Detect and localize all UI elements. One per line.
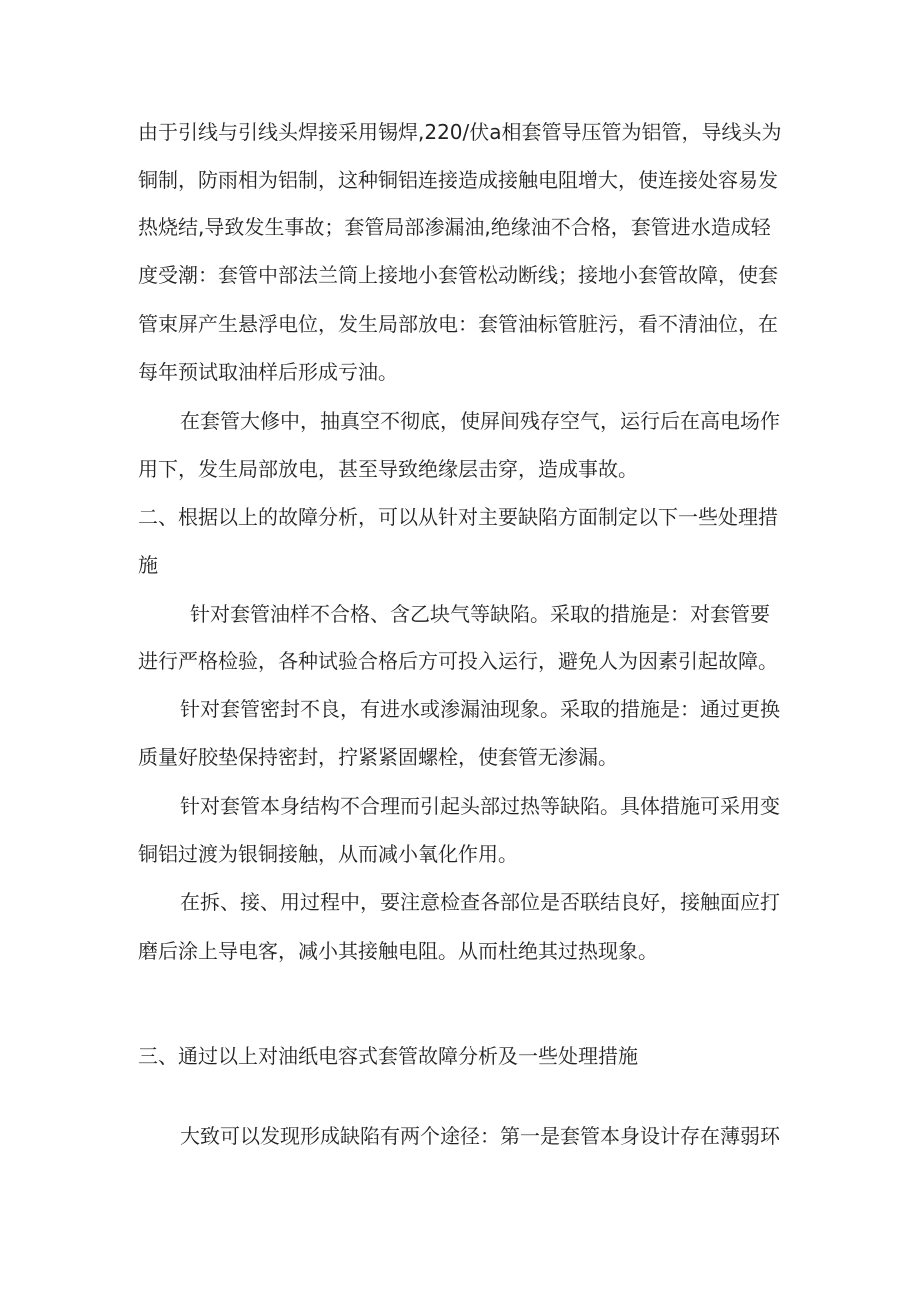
text-line: 进行严格检验，各种试验合格后方可投入运行，避免人为因素引起故障。 (138, 649, 778, 673)
text-line: 铜铝过渡为银铜接触，从而减小氧化作用。 (138, 842, 518, 866)
text-line: 在拆、接、用过程中，要注意检查各部位是否联结良好，接触面应打 (180, 890, 780, 914)
text-line: 二、根据以上的故障分析，可以从针对主要缺陷方面制定以下一些处理措 (138, 505, 778, 529)
text-line: 在套管大修中，抽真空不彻底，使屏间残存空气，运行后在高电场作 (180, 409, 780, 433)
text-line: 三、通过以上对油纸电容式套管故障分析及一些处理措施 (138, 1044, 638, 1068)
text-line: 用下，发生局部放电，甚至导致绝缘层击穿，造成事故。 (138, 457, 638, 481)
text-line: 针对套管本身结构不合理而引起头部过热等缺陷。具体措施可采用变 (180, 794, 780, 818)
text-line: 度受潮：套管中部法兰筒上接地小套管松动断线；接地小套管故障，使套 (138, 263, 778, 287)
text-line: 管束屏产生悬浮电位，发生局部放电：套管油标管脏污，看不清油位，在 (138, 312, 778, 336)
text-line: 针对套管密封不良，有进水或渗漏油现象。采取的措施是：通过更换 (180, 697, 780, 721)
text-line: 大致可以发现形成缺陷有两个途径：第一是套管本身设计存在薄弱环 (180, 1124, 780, 1148)
text-line: 热烧结,导致发生事故；套管局部渗漏油,绝缘油不合格，套管进水造成轻 (138, 215, 771, 239)
text-line: 施 (138, 553, 158, 577)
text-line: 磨后涂上导电客，减小其接触电阻。从而杜绝其过热现象。 (138, 939, 658, 963)
text-line: 每年预试取油样后形成亏油。 (138, 360, 398, 384)
text-line: 质量好胶垫保持密封，拧紧紧固螺栓，使套管无渗漏。 (138, 745, 618, 769)
text-line: 铜制，防雨相为铝制，这种铜铝连接造成接触电阻增大，使连接处容易发 (138, 168, 778, 192)
text-line: 针对套管油样不合格、含乙块气等缺陷。采取的措施是：对套管要 (190, 602, 770, 626)
text-line: 由于引线与引线头焊接采用锡焊,220/伏a相套管导压管为铝管，导线头为 (138, 120, 782, 144)
